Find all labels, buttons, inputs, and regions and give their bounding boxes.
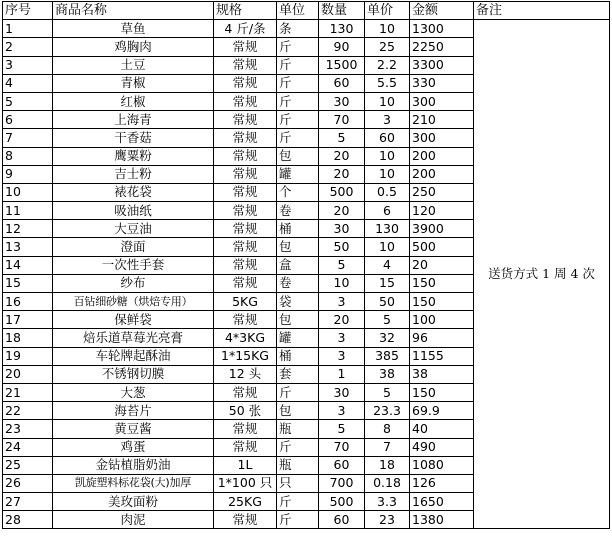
cell-name: 上海青 (53, 111, 214, 129)
cell-amount: 1155 (410, 347, 474, 365)
cell-qty: 60 (319, 456, 365, 474)
cell-amount: 20 (410, 256, 474, 274)
cell-qty: 50 (319, 238, 365, 256)
cell-amount: 1300 (410, 20, 474, 38)
header-seq: 序号 (3, 2, 53, 20)
cell-qty: 20 (319, 311, 365, 329)
cell-name: 凯旋塑料标花袋(大)加厚 (53, 474, 214, 492)
cell-qty: 3 (319, 329, 365, 347)
cell-spec: 5KG (214, 293, 277, 311)
cell-amount: 500 (410, 238, 474, 256)
cell-seq: 17 (3, 311, 53, 329)
cell-price: 4 (365, 256, 410, 274)
table-row (3, 20, 610, 38)
cell-price: 23.3 (365, 402, 410, 420)
cell-amount: 150 (410, 293, 474, 311)
cell-unit: 斤 (277, 56, 319, 74)
cell-unit: 只 (277, 474, 319, 492)
cell-unit: 包 (277, 147, 319, 165)
cell-name: 裱花袋 (53, 183, 214, 201)
header-note: 备注 (474, 2, 610, 20)
cell-seq: 25 (3, 456, 53, 474)
cell-spec: 常规 (214, 438, 277, 456)
cell-spec: 常规 (214, 511, 277, 529)
cell-spec: 常规 (214, 383, 277, 401)
cell-qty: 70 (319, 111, 365, 129)
cell-seq: 28 (3, 511, 53, 529)
cell-amount: 1080 (410, 456, 474, 474)
cell-seq: 20 (3, 365, 53, 383)
cell-price: 10 (365, 147, 410, 165)
cell-qty: 20 (319, 165, 365, 183)
cell-price: 10 (365, 20, 410, 38)
cell-unit: 包 (277, 402, 319, 420)
header-spec: 规格 (214, 2, 277, 20)
cell-seq: 22 (3, 402, 53, 420)
cell-qty: 500 (319, 493, 365, 511)
cell-unit: 斤 (277, 493, 319, 511)
cell-spec: 常规 (214, 38, 277, 56)
cell-spec: 25KG (214, 493, 277, 511)
cell-seq: 7 (3, 129, 53, 147)
cell-amount: 150 (410, 274, 474, 292)
cell-qty: 70 (319, 438, 365, 456)
cell-unit: 斤 (277, 129, 319, 147)
cell-name: 土豆 (53, 56, 214, 74)
cell-unit: 斤 (277, 38, 319, 56)
cell-spec: 常规 (214, 165, 277, 183)
cell-spec: 1*100 只 (214, 474, 277, 492)
cell-seq: 26 (3, 474, 53, 492)
cell-price: 130 (365, 220, 410, 238)
header-unit: 单位 (277, 2, 319, 20)
cell-unit: 袋 (277, 293, 319, 311)
cell-amount: 1650 (410, 493, 474, 511)
cell-qty: 3 (319, 402, 365, 420)
cell-name: 纱布 (53, 274, 214, 292)
cell-name: 大葱 (53, 383, 214, 401)
cell-seq: 12 (3, 220, 53, 238)
cell-seq: 27 (3, 493, 53, 511)
cell-price: 32 (365, 329, 410, 347)
cell-price: 25 (365, 38, 410, 56)
cell-price: 50 (365, 293, 410, 311)
cell-amount: 3300 (410, 56, 474, 74)
cell-spec: 常规 (214, 238, 277, 256)
cell-qty: 60 (319, 74, 365, 92)
cell-qty: 90 (319, 38, 365, 56)
cell-amount: 210 (410, 111, 474, 129)
cell-name: 鸡蛋 (53, 438, 214, 456)
header-qty: 数量 (319, 2, 365, 20)
cell-amount: 100 (410, 311, 474, 329)
cell-unit: 卷 (277, 202, 319, 220)
cell-amount: 300 (410, 129, 474, 147)
cell-unit: 桶 (277, 347, 319, 365)
cell-seq: 1 (3, 20, 53, 38)
cell-name: 黄豆酱 (53, 420, 214, 438)
cell-name: 红椒 (53, 92, 214, 110)
cell-name: 百钻细砂糖（烘焙专用） (53, 293, 214, 311)
cell-qty: 3 (319, 347, 365, 365)
cell-unit: 斤 (277, 383, 319, 401)
cell-seq: 11 (3, 202, 53, 220)
cell-price: 5 (365, 383, 410, 401)
header-price: 单价 (365, 2, 410, 20)
cell-seq: 14 (3, 256, 53, 274)
cell-amount: 96 (410, 329, 474, 347)
cell-seq: 6 (3, 111, 53, 129)
cell-amount: 38 (410, 365, 474, 383)
cell-spec: 常规 (214, 420, 277, 438)
cell-name: 干香菇 (53, 129, 214, 147)
cell-unit: 斤 (277, 438, 319, 456)
cell-unit: 条 (277, 20, 319, 38)
cell-spec: 12 头 (214, 365, 277, 383)
cell-qty: 3 (319, 293, 365, 311)
cell-spec: 常规 (214, 56, 277, 74)
cell-spec: 常规 (214, 92, 277, 110)
cell-unit: 个 (277, 183, 319, 201)
cell-price: 10 (365, 92, 410, 110)
cell-amount: 250 (410, 183, 474, 201)
cell-name: 海苔片 (53, 402, 214, 420)
cell-seq: 4 (3, 74, 53, 92)
cell-unit: 瓶 (277, 420, 319, 438)
cell-seq: 8 (3, 147, 53, 165)
cell-price: 3.3 (365, 493, 410, 511)
cell-amount: 330 (410, 74, 474, 92)
cell-spec: 4*3KG (214, 329, 277, 347)
cell-name: 美玫面粉 (53, 493, 214, 511)
cell-unit: 包 (277, 238, 319, 256)
header-name: 商品名称 (53, 2, 214, 20)
cell-unit: 斤 (277, 511, 319, 529)
cell-name: 青椒 (53, 74, 214, 92)
cell-name: 鹰粟粉 (53, 147, 214, 165)
note-cell: 送货方式 1 周 4 次 (474, 20, 610, 529)
cell-name: 大豆油 (53, 220, 214, 238)
cell-price: 38 (365, 365, 410, 383)
cell-unit: 罐 (277, 165, 319, 183)
cell-price: 15 (365, 274, 410, 292)
cell-name: 不锈钢切膜 (53, 365, 214, 383)
cell-name: 吉士粉 (53, 165, 214, 183)
cell-amount: 69.9 (410, 402, 474, 420)
cell-seq: 9 (3, 165, 53, 183)
header-amount: 金额 (410, 2, 474, 20)
cell-seq: 24 (3, 438, 53, 456)
cell-unit: 包 (277, 311, 319, 329)
cell-spec: 常规 (214, 111, 277, 129)
cell-name: 一次性手套 (53, 256, 214, 274)
cell-spec: 常规 (214, 274, 277, 292)
cell-seq: 18 (3, 329, 53, 347)
cell-seq: 10 (3, 183, 53, 201)
cell-qty: 500 (319, 183, 365, 201)
cell-spec: 常规 (214, 147, 277, 165)
cell-spec: 常规 (214, 202, 277, 220)
header-row (3, 2, 610, 20)
cell-qty: 700 (319, 474, 365, 492)
cell-price: 385 (365, 347, 410, 365)
cell-name: 车轮牌起酥油 (53, 347, 214, 365)
cell-price: 23 (365, 511, 410, 529)
cell-price: 10 (365, 165, 410, 183)
cell-qty: 30 (319, 92, 365, 110)
cell-price: 7 (365, 438, 410, 456)
cell-price: 60 (365, 129, 410, 147)
cell-name: 吸油纸 (53, 202, 214, 220)
cell-qty: 130 (319, 20, 365, 38)
cell-price: 10 (365, 238, 410, 256)
cell-qty: 1 (319, 365, 365, 383)
cell-unit: 桶 (277, 220, 319, 238)
cell-name: 金钻植脂奶油 (53, 456, 214, 474)
cell-amount: 490 (410, 438, 474, 456)
cell-unit: 卷 (277, 274, 319, 292)
cell-unit: 盒 (277, 256, 319, 274)
cell-name: 焙乐道草莓光亮膏 (53, 329, 214, 347)
cell-price: 8 (365, 420, 410, 438)
cell-unit: 罐 (277, 329, 319, 347)
cell-price: 0.18 (365, 474, 410, 492)
cell-seq: 15 (3, 274, 53, 292)
cell-amount: 2250 (410, 38, 474, 56)
cell-spec: 50 张 (214, 402, 277, 420)
cell-unit: 套 (277, 365, 319, 383)
cell-spec: 常规 (214, 74, 277, 92)
cell-amount: 150 (410, 383, 474, 401)
cell-qty: 60 (319, 511, 365, 529)
cell-price: 0.5 (365, 183, 410, 201)
cell-name: 草鱼 (53, 20, 214, 38)
cell-qty: 5 (319, 420, 365, 438)
cell-seq: 23 (3, 420, 53, 438)
cell-unit: 斤 (277, 111, 319, 129)
cell-qty: 1500 (319, 56, 365, 74)
cell-seq: 19 (3, 347, 53, 365)
cell-seq: 16 (3, 293, 53, 311)
cell-name: 鸡胸肉 (53, 38, 214, 56)
cell-spec: 1*15KG (214, 347, 277, 365)
cell-spec: 常规 (214, 220, 277, 238)
cell-amount: 200 (410, 147, 474, 165)
cell-spec: 常规 (214, 311, 277, 329)
cell-qty: 30 (319, 220, 365, 238)
cell-price: 3 (365, 111, 410, 129)
cell-qty: 30 (319, 383, 365, 401)
cell-amount: 120 (410, 202, 474, 220)
cell-qty: 5 (319, 129, 365, 147)
cell-seq: 2 (3, 38, 53, 56)
cell-price: 2.2 (365, 56, 410, 74)
cell-seq: 13 (3, 238, 53, 256)
cell-seq: 21 (3, 383, 53, 401)
cell-price: 6 (365, 202, 410, 220)
cell-name: 保鲜袋 (53, 311, 214, 329)
cell-amount: 3900 (410, 220, 474, 238)
cell-spec: 常规 (214, 256, 277, 274)
cell-spec: 4 斤/条 (214, 20, 277, 38)
cell-amount: 1380 (410, 511, 474, 529)
cell-price: 18 (365, 456, 410, 474)
cell-qty: 10 (319, 274, 365, 292)
cell-qty: 20 (319, 202, 365, 220)
cell-seq: 5 (3, 92, 53, 110)
cell-amount: 200 (410, 165, 474, 183)
cell-unit: 瓶 (277, 456, 319, 474)
cell-price: 5 (365, 311, 410, 329)
cell-unit: 斤 (277, 74, 319, 92)
cell-amount: 40 (410, 420, 474, 438)
cell-qty: 5 (319, 256, 365, 274)
cell-qty: 20 (319, 147, 365, 165)
cell-spec: 常规 (214, 129, 277, 147)
cell-spec: 1L (214, 456, 277, 474)
cell-name: 肉泥 (53, 511, 214, 529)
cell-price: 5.5 (365, 74, 410, 92)
cell-amount: 300 (410, 92, 474, 110)
cell-seq: 3 (3, 56, 53, 74)
cell-amount: 126 (410, 474, 474, 492)
cell-unit: 斤 (277, 92, 319, 110)
cell-spec: 常规 (214, 183, 277, 201)
order-table (2, 1, 610, 529)
cell-name: 澄面 (53, 238, 214, 256)
